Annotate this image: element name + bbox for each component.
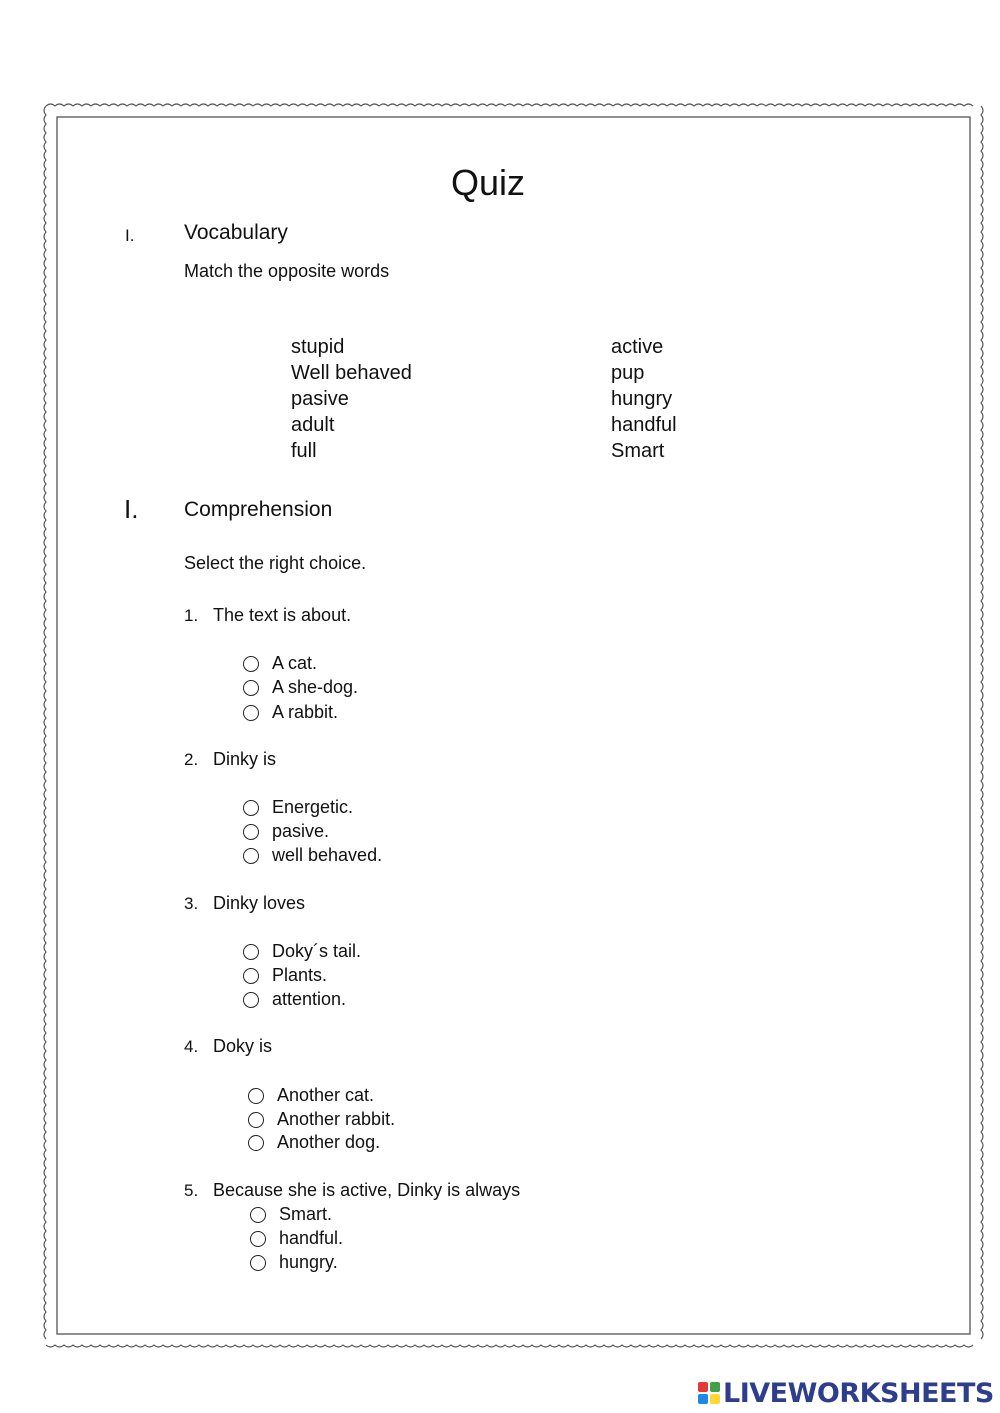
option-radio[interactable]	[243, 968, 259, 984]
question-text: Dinky loves	[213, 893, 306, 913]
option-radio[interactable]	[243, 705, 259, 721]
vocabulary-section-number: I.	[125, 226, 135, 245]
option-radio[interactable]	[250, 1231, 266, 1247]
question-number: 2.	[184, 750, 199, 769]
option-label: Plants.	[272, 965, 328, 985]
option-label: handful.	[279, 1228, 344, 1248]
question-text: Because she is active, Dinky is always	[213, 1180, 521, 1200]
comprehension-section-number: I.	[124, 494, 139, 524]
option-label: Energetic.	[272, 797, 354, 817]
option-radio[interactable]	[243, 824, 259, 840]
match-left-word[interactable]: stupid	[291, 336, 345, 358]
scallop-edge	[46, 104, 973, 106]
question-number: 3.	[184, 894, 199, 913]
question-text: The text is about.	[213, 605, 352, 625]
match-right-word[interactable]: Smart	[611, 440, 665, 462]
comprehension-heading: Comprehension	[184, 498, 333, 521]
inner-frame	[57, 117, 970, 1334]
option-radio[interactable]	[250, 1207, 266, 1223]
logo-blocks-icon	[698, 1382, 720, 1404]
vocabulary-instruction: Match the opposite words	[184, 261, 390, 281]
question-text: Doky is	[213, 1036, 273, 1056]
option-label: Another dog.	[277, 1132, 381, 1152]
brand-wordmark: LIVEWORKSHEETS	[723, 1377, 994, 1409]
comprehension-instruction: Select the right choice.	[184, 553, 367, 573]
option-label: pasive.	[272, 821, 330, 841]
option-label: A cat.	[272, 653, 318, 673]
match-right-word[interactable]: hungry	[611, 388, 673, 410]
liveworksheets-logo	[698, 1378, 994, 1408]
option-label: attention.	[272, 989, 347, 1009]
question-number: 1.	[184, 606, 199, 625]
page-title: Quiz	[451, 162, 526, 203]
match-left-word[interactable]: adult	[291, 414, 335, 436]
match-right-word[interactable]: pup	[611, 362, 645, 384]
option-label: Smart.	[279, 1204, 333, 1224]
option-label: hungry.	[279, 1252, 338, 1272]
option-radio[interactable]	[248, 1112, 264, 1128]
option-radio[interactable]	[248, 1088, 264, 1104]
vocabulary-heading: Vocabulary	[184, 221, 288, 244]
question-text: Dinky is	[213, 749, 277, 769]
question-number: 5.	[184, 1181, 199, 1200]
option-radio[interactable]	[243, 992, 259, 1008]
option-label: Another rabbit.	[277, 1109, 396, 1129]
question-number: 4.	[184, 1037, 199, 1056]
option-label: well behaved.	[272, 845, 383, 865]
option-radio[interactable]	[243, 848, 259, 864]
match-left-word[interactable]: full	[291, 440, 317, 462]
option-radio[interactable]	[243, 680, 259, 696]
option-radio[interactable]	[243, 944, 259, 960]
option-radio[interactable]	[243, 656, 259, 672]
option-radio[interactable]	[243, 800, 259, 816]
option-label: A rabbit.	[272, 702, 339, 722]
option-label: Another cat.	[277, 1085, 375, 1105]
option-radio[interactable]	[250, 1255, 266, 1271]
option-label: A she-dog.	[272, 677, 359, 697]
scallop-edge	[44, 106, 46, 1339]
option-radio[interactable]	[248, 1135, 264, 1151]
decorative-scallop-frame	[44, 104, 983, 1347]
option-label: Doky´s tail.	[272, 941, 362, 961]
scallop-edge	[981, 106, 983, 1339]
match-left-word[interactable]: Well behaved	[291, 362, 412, 384]
scallop-edge	[46, 1345, 973, 1347]
match-right-word[interactable]: handful	[611, 414, 677, 436]
match-left-word[interactable]: pasive	[291, 388, 349, 410]
match-right-word[interactable]: active	[611, 336, 664, 358]
